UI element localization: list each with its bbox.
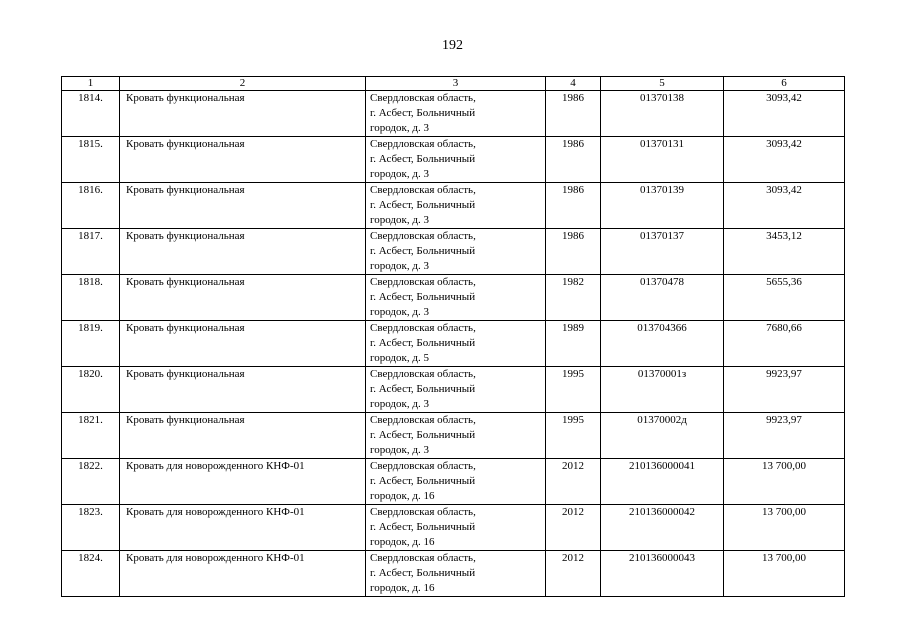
item-name-cell: Кровать для новорожденного КНФ-01 [120, 459, 366, 505]
address-line: г. Асбест, Больничный [370, 567, 476, 579]
address-cell [366, 91, 546, 137]
table-row [62, 229, 845, 275]
address-cell [366, 321, 546, 367]
item-name-cell: Кровать функциональная [120, 137, 366, 183]
year-cell: 2012 [546, 505, 601, 551]
address-line: г. Асбест, Больничный [370, 475, 476, 487]
item-name-cell: Кровать функциональная [120, 367, 366, 413]
inventory-number-cell: 01370001з [601, 367, 724, 413]
address-line: г. Асбест, Больничный [370, 521, 476, 533]
row-number-cell: 1819. [62, 321, 120, 367]
table-row [62, 91, 845, 137]
inventory-number-cell: 210136000041 [601, 459, 724, 505]
row-number-cell: 1818. [62, 275, 120, 321]
column-header-4: 4 [546, 77, 601, 91]
row-number-cell: 1816. [62, 183, 120, 229]
address-line: Свердловская область, [370, 414, 476, 426]
address-line: Свердловская область, [370, 460, 476, 472]
year-cell: 1995 [546, 413, 601, 459]
address-cell [366, 367, 546, 413]
item-name-cell: Кровать функциональная [120, 275, 366, 321]
address-line: г. Асбест, Больничный [370, 383, 476, 395]
table-row [62, 183, 845, 229]
inventory-number-cell: 01370137 [601, 229, 724, 275]
year-cell: 1982 [546, 275, 601, 321]
cost-cell: 3093,42 [724, 183, 845, 229]
year-cell: 1989 [546, 321, 601, 367]
address-cell [366, 137, 546, 183]
item-name-cell: Кровать функциональная [120, 91, 366, 137]
address-line: Свердловская область, [370, 276, 476, 288]
inventory-number-cell: 01370478 [601, 275, 724, 321]
year-cell: 1986 [546, 183, 601, 229]
address-line: Свердловская область, [370, 506, 476, 518]
address-cell [366, 413, 546, 459]
table-row [62, 551, 845, 597]
cost-cell: 3093,42 [724, 91, 845, 137]
year-cell: 1986 [546, 91, 601, 137]
cost-cell: 7680,66 [724, 321, 845, 367]
page-number: 192 [442, 38, 463, 53]
address-line: г. Асбест, Больничный [370, 291, 476, 303]
address-cell [366, 229, 546, 275]
row-number-cell: 1822. [62, 459, 120, 505]
address-line: Свердловская область, [370, 322, 476, 334]
cost-cell: 3093,42 [724, 137, 845, 183]
address-line: городок, д. 3 [370, 168, 429, 180]
address-line: Свердловская область, [370, 368, 476, 380]
item-name-cell: Кровать функциональная [120, 229, 366, 275]
property-table [61, 76, 845, 597]
column-header-1: 1 [62, 77, 120, 91]
cost-cell: 3453,12 [724, 229, 845, 275]
address-line: городок, д. 3 [370, 306, 429, 318]
address-cell [366, 551, 546, 597]
inventory-number-cell: 01370002д [601, 413, 724, 459]
inventory-number-cell: 01370139 [601, 183, 724, 229]
year-cell: 2012 [546, 551, 601, 597]
address-line: г. Асбест, Больничный [370, 107, 476, 119]
row-number-cell: 1824. [62, 551, 120, 597]
address-line: городок, д. 16 [370, 536, 435, 548]
table-row [62, 367, 845, 413]
item-name-cell: Кровать функциональная [120, 413, 366, 459]
cost-cell: 13 700,00 [724, 459, 845, 505]
table-row [62, 137, 845, 183]
column-header-2: 2 [120, 77, 366, 91]
address-line: г. Асбест, Больничный [370, 429, 476, 441]
address-line: г. Асбест, Больничный [370, 153, 476, 165]
address-line: городок, д. 16 [370, 490, 435, 502]
year-cell: 1986 [546, 229, 601, 275]
address-cell [366, 505, 546, 551]
inventory-number-cell: 01370131 [601, 137, 724, 183]
address-line: г. Асбест, Больничный [370, 199, 476, 211]
item-name-cell: Кровать функциональная [120, 321, 366, 367]
column-header-6: 6 [724, 77, 845, 91]
address-line: Свердловская область, [370, 230, 476, 242]
cost-cell: 13 700,00 [724, 505, 845, 551]
table-row [62, 459, 845, 505]
inventory-number-cell: 01370138 [601, 91, 724, 137]
year-cell: 2012 [546, 459, 601, 505]
address-line: Свердловская область, [370, 552, 476, 564]
year-cell: 1995 [546, 367, 601, 413]
address-line: городок, д. 5 [370, 352, 429, 364]
inventory-number-cell: 210136000043 [601, 551, 724, 597]
row-number-cell: 1823. [62, 505, 120, 551]
address-cell [366, 183, 546, 229]
table-row [62, 505, 845, 551]
cost-cell: 9923,97 [724, 413, 845, 459]
address-line: Свердловская область, [370, 92, 476, 104]
year-cell: 1986 [546, 137, 601, 183]
address-line: городок, д. 3 [370, 444, 429, 456]
address-line: городок, д. 3 [370, 260, 429, 272]
table-row [62, 275, 845, 321]
cost-cell: 5655,36 [724, 275, 845, 321]
address-cell [366, 459, 546, 505]
table-row [62, 321, 845, 367]
row-number-cell: 1821. [62, 413, 120, 459]
address-line: городок, д. 16 [370, 582, 435, 594]
row-number-cell: 1814. [62, 91, 120, 137]
item-name-cell: Кровать для новорожденного КНФ-01 [120, 551, 366, 597]
inventory-number-cell: 210136000042 [601, 505, 724, 551]
inventory-number-cell: 013704366 [601, 321, 724, 367]
column-header-5: 5 [601, 77, 724, 91]
row-number-cell: 1820. [62, 367, 120, 413]
item-name-cell: Кровать функциональная [120, 183, 366, 229]
address-line: городок, д. 3 [370, 122, 429, 134]
address-line: Свердловская область, [370, 184, 476, 196]
cost-cell: 13 700,00 [724, 551, 845, 597]
address-line: городок, д. 3 [370, 398, 429, 410]
address-cell [366, 275, 546, 321]
item-name-cell: Кровать для новорожденного КНФ-01 [120, 505, 366, 551]
column-header-3: 3 [366, 77, 546, 91]
cost-cell: 9923,97 [724, 367, 845, 413]
address-line: г. Асбест, Больничный [370, 245, 476, 257]
address-line: Свердловская область, [370, 138, 476, 150]
table-header-row [62, 77, 845, 91]
address-line: г. Асбест, Больничный [370, 337, 476, 349]
table-row [62, 413, 845, 459]
row-number-cell: 1815. [62, 137, 120, 183]
address-line: городок, д. 3 [370, 214, 429, 226]
row-number-cell: 1817. [62, 229, 120, 275]
